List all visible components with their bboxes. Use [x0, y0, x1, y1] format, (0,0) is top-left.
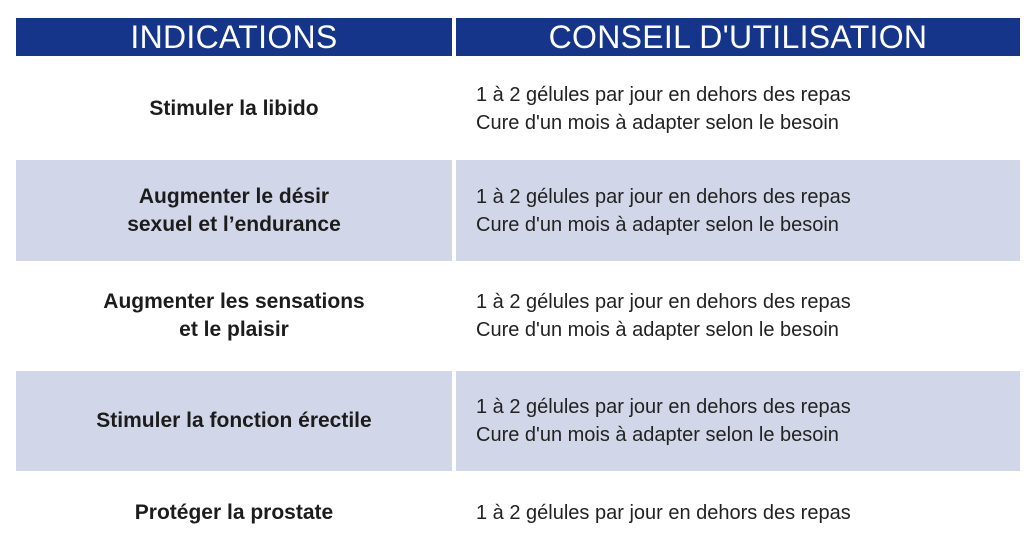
row-4-advice-line-1: 1 à 2 gélules par jour en dehors des repas [476, 396, 851, 418]
row-2-indication [16, 160, 452, 261]
row-1-indication-line-1: Stimuler la libido [149, 97, 319, 120]
header-advice [456, 18, 1020, 56]
row-1-advice [456, 62, 1020, 156]
row-5-indication-line-1: Protéger la prostate [134, 501, 334, 524]
row-2-advice [456, 160, 1020, 261]
row-3-indication-line-2: et le plaisir [179, 318, 289, 341]
row-2-indication-line-1: Augmenter le désir [138, 184, 330, 208]
row-4-indication-line-1: Stimuler la fonction érectile [96, 409, 372, 432]
header-indications-label: INDICATIONS [130, 19, 338, 55]
row-5-advice-line-1: 1 à 2 gélules par jour en dehors des repas [476, 502, 851, 524]
row-3-advice-line-2: Cure d'un mois à adapter selon le besoin [476, 319, 839, 341]
row-2-advice-line-2: Cure d'un mois à adapter selon le besoin [476, 213, 839, 236]
row-3-advice [456, 265, 1020, 367]
row-2-advice-line-1: 1 à 2 gélules par jour en dehors des repas [476, 185, 851, 208]
row-4-indication [16, 371, 452, 471]
row-5-advice [456, 475, 1020, 551]
header-indications [16, 18, 452, 56]
row-1-advice-line-2: Cure d'un mois à adapter selon le besoin [476, 112, 839, 134]
header-advice-label: CONSEIL D'UTILISATION [548, 19, 928, 55]
row-4-advice [456, 371, 1020, 471]
row-1-indication [16, 62, 452, 156]
row-4-advice-line-2: Cure d'un mois à adapter selon le besoin [476, 424, 839, 446]
row-1-advice-line-1: 1 à 2 gélules par jour en dehors des repas [476, 84, 851, 106]
row-3-indication [16, 265, 452, 367]
row-5-indication [16, 475, 452, 551]
row-3-advice-line-1: 1 à 2 gélules par jour en dehors des repas [476, 291, 851, 313]
row-3-indication-line-1: Augmenter les sensations [103, 290, 365, 313]
row-2-indication-line-2: sexuel et l’endurance [127, 212, 341, 236]
